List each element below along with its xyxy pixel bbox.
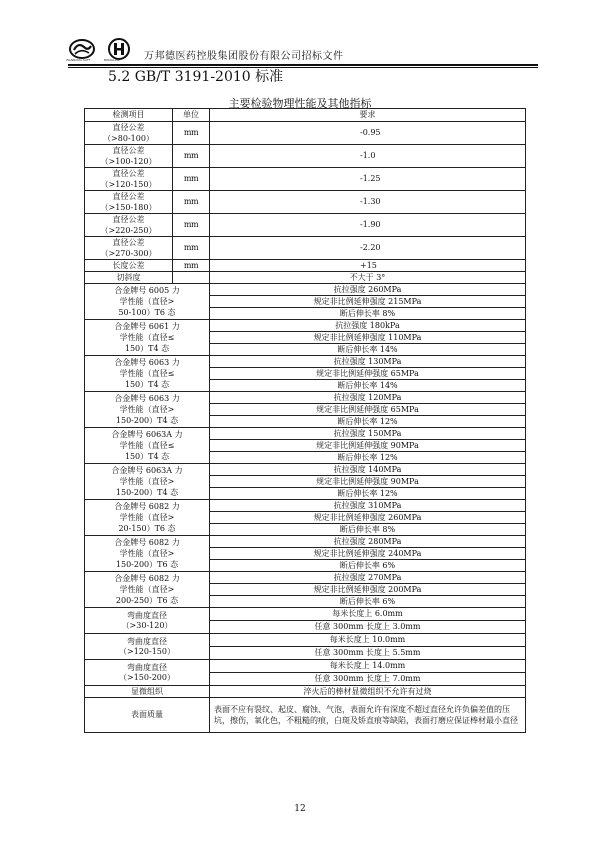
table-row — [85, 214, 526, 237]
alloy-requirement-cell: 抗拉强度 140MPa — [210, 464, 526, 476]
table-row — [85, 260, 526, 272]
alloy-name-line: 200-250）T6 态 — [115, 596, 179, 605]
alloy-name-cell — [85, 356, 210, 392]
alloy-name-cell — [85, 464, 210, 500]
unit-cell: mm — [173, 260, 210, 272]
page-header — [68, 36, 538, 64]
alloy-name-cell — [85, 500, 210, 536]
alloy-name-line: 合金牌号 6082 力 — [114, 502, 180, 511]
requirement-cell: 淬火后的棒材显微组织不允许有过烧 — [210, 686, 526, 698]
requirement-cell: -1.25 — [210, 168, 526, 191]
alloy-requirement-cell: 规定非比例延伸强度 90MPa — [210, 440, 526, 452]
bend-name-line: （>30-120） — [121, 620, 173, 630]
diameter-item-cell — [85, 145, 173, 168]
unit-cell: mm — [173, 168, 210, 191]
table-row — [85, 536, 526, 548]
alloy-name-cell — [85, 320, 210, 356]
alloy-name-line: 150-200）T4 态 — [115, 416, 179, 425]
logo1-caption: WANBANG SOFT — [66, 58, 91, 62]
unit-cell: mm — [173, 122, 210, 145]
table-row — [85, 660, 526, 673]
alloy-requirement-cell: 抗拉强度 260MPa — [210, 284, 526, 296]
diameter-range-label: （>80-100） — [103, 134, 154, 143]
requirement-cell: 表面不应有裂纹、起皮、腐蚀、气泡，表面允许有深度不超过直径允许负偏差值的压坑，擦伤，氧化色，不粗糙的痕，白斑及矫直痕等缺陷，表面打磨应保证棒材最小直径 — [210, 698, 526, 733]
alloy-name-line: 合金牌号 6061 力 — [114, 322, 180, 331]
bend-name-line: （>150-200） — [119, 672, 175, 682]
requirement-cell: -2.20 — [210, 237, 526, 260]
spec-table — [84, 108, 526, 733]
table-title: 主要检验物理性能及其他指标 — [228, 97, 372, 110]
diameter-item-cell — [85, 214, 173, 237]
bend-requirement-cell: 每米长度上 10.0mm — [210, 634, 526, 647]
surface-item-cell: 表面质量 — [85, 698, 210, 733]
alloy-name-line: 学性能（直径> — [119, 549, 175, 558]
alloy-requirement-cell: 断后伸长率 12% — [210, 488, 526, 500]
header-requirement: 要求 — [210, 109, 526, 122]
table-row — [85, 608, 526, 621]
alloy-requirement-cell: 断后伸长率 6% — [210, 596, 526, 608]
alloy-name-line: 学性能（直径> — [119, 513, 175, 522]
bend-name-line: （>120-150） — [119, 646, 175, 656]
diameter-item-cell — [85, 237, 173, 260]
table-row — [85, 634, 526, 647]
alloy-name-line: 学性能（直径> — [119, 477, 175, 486]
alloy-requirement-cell: 抗拉强度 310MPa — [210, 500, 526, 512]
table-row — [85, 122, 526, 145]
alloy-requirement-cell: 规定非比例延伸强度 200MPa — [210, 584, 526, 596]
bend-requirement-cell: 每米长度上 14.0mm — [210, 660, 526, 673]
alloy-name-line: 合金牌号 6063 力 — [114, 394, 180, 403]
diameter-item-label: 直径公差 — [112, 146, 145, 155]
unit-cell: mm — [173, 191, 210, 214]
section-title: 5.2 GB/T 3191-2010 标准 — [108, 69, 284, 85]
bend-requirement-cell: 任意 300mm 长度上 5.5mm — [210, 647, 526, 660]
alloy-name-line: 学性能（直径> — [119, 585, 175, 594]
table-row — [85, 698, 526, 733]
diameter-item-label: 直径公差 — [112, 238, 145, 247]
table-row — [85, 686, 526, 698]
bend-name-line: 弯曲度直径 — [127, 662, 167, 672]
requirement-cell: +15 — [210, 260, 526, 272]
alloy-requirement-cell: 规定非比例延伸强度 260MPa — [210, 512, 526, 524]
alloy-name-cell — [85, 428, 210, 464]
alloy-name-line: 学性能（直径≤ — [119, 369, 175, 378]
table-row — [85, 464, 526, 476]
requirement-cell: -1.30 — [210, 191, 526, 214]
alloy-requirement-cell: 断后伸长率 6% — [210, 560, 526, 572]
alloy-requirement-cell: 抗拉强度 150MPa — [210, 428, 526, 440]
diameter-item-label: 直径公差 — [112, 192, 145, 201]
alloy-name-line: 150）T4 态 — [124, 452, 170, 461]
bend-name-line: 弯曲度直径 — [127, 610, 167, 620]
header-item: 检测项目 — [85, 109, 173, 122]
diameter-range-label: （>220-250） — [100, 226, 157, 235]
table-row — [85, 191, 526, 214]
alloy-name-line: 150-200）T4 态 — [115, 488, 179, 497]
alloy-name-line: 150-200）T6 态 — [115, 560, 179, 569]
page-number: 12 — [294, 804, 306, 814]
diameter-item-cell — [85, 168, 173, 191]
alloy-name-line: 合金牌号 6063A 力 — [111, 466, 183, 475]
alloy-name-cell — [85, 536, 210, 572]
alloy-name-line: 学性能（直径≤ — [119, 333, 175, 342]
alloy-requirement-cell: 规定非比例延伸强度 65MPa — [210, 368, 526, 380]
bend-name-cell — [85, 608, 210, 634]
alloy-requirement-cell: 规定非比例延伸强度 240MPa — [210, 548, 526, 560]
alloy-requirement-cell: 规定非比例延伸强度 215MPa — [210, 296, 526, 308]
table-row — [85, 237, 526, 260]
alloy-requirement-cell: 断后伸长率 8% — [210, 524, 526, 536]
bend-requirement-cell: 任意 300mm 长度上 3.0mm — [210, 621, 526, 634]
diameter-item-label: 直径公差 — [112, 215, 145, 224]
table-row — [85, 572, 526, 584]
company-header-text: 万邦德医药控股集团股份有限公司招标文件 — [144, 51, 344, 62]
alloy-name-cell — [85, 392, 210, 428]
table-row — [85, 272, 526, 284]
bevel-item-cell: 切斜度 — [85, 272, 173, 284]
table-row — [85, 284, 526, 296]
alloy-name-line: 学性能（直径≤ — [119, 441, 175, 450]
bend-name-cell — [85, 660, 210, 686]
alloy-requirement-cell: 规定非比例延伸强度 90MPa — [210, 476, 526, 488]
alloy-name-line: 合金牌号 6005 力 — [114, 286, 180, 295]
requirement-cell: -1.90 — [210, 214, 526, 237]
length-item-cell: 长度公差 — [85, 260, 173, 272]
alloy-requirement-cell: 断后伸长率 12% — [210, 452, 526, 464]
table-row — [85, 356, 526, 368]
header-unit: 单位 — [173, 109, 210, 122]
requirement-cell: -0.95 — [210, 122, 526, 145]
table-row — [85, 320, 526, 332]
diameter-item-label: 直径公差 — [112, 123, 145, 132]
requirement-cell: 不大于 3° — [210, 272, 526, 284]
alloy-requirement-cell: 断后伸长率 12% — [210, 416, 526, 428]
table-row — [85, 392, 526, 404]
alloy-name-line: 合金牌号 6082 力 — [114, 538, 180, 547]
alloy-requirement-cell: 规定非比例延伸强度 110MPa — [210, 332, 526, 344]
alloy-requirement-cell: 断后伸长率 8% — [210, 308, 526, 320]
diameter-range-label: （>270-300） — [100, 249, 157, 258]
alloy-requirement-cell: 断后伸长率 14% — [210, 344, 526, 356]
alloy-requirement-cell: 抗拉强度 130MPa — [210, 356, 526, 368]
alloy-name-cell — [85, 284, 210, 320]
logo2-caption: BONGLINK — [104, 58, 120, 62]
bend-requirement-cell: 任意 300mm 长度上 7.0mm — [210, 673, 526, 686]
alloy-name-line: 合金牌号 6082 力 — [114, 574, 180, 583]
table-row — [85, 145, 526, 168]
alloy-name-line: 合金牌号 6063 力 — [114, 358, 180, 367]
diameter-range-label: （>100-120） — [100, 157, 157, 166]
diameter-item-cell — [85, 122, 173, 145]
bend-name-line: 弯曲度直径 — [127, 636, 167, 646]
alloy-name-line: 20-150）T6 态 — [118, 524, 176, 533]
diameter-item-cell — [85, 191, 173, 214]
unit-cell: mm — [173, 145, 210, 168]
diameter-item-label: 直径公差 — [112, 169, 145, 178]
alloy-requirement-cell: 抗拉强度 270MPa — [210, 572, 526, 584]
alloy-name-line: 50-100）T6 态 — [118, 308, 176, 317]
table-row — [85, 428, 526, 440]
alloy-name-line: 学性能（直径> — [119, 297, 175, 306]
table-row — [85, 168, 526, 191]
unit-cell: mm — [173, 237, 210, 260]
alloy-requirement-cell: 抗拉强度 180kPa — [210, 320, 526, 332]
table-header-row — [85, 109, 526, 122]
table-row — [85, 500, 526, 512]
diameter-range-label: （>120-150） — [100, 180, 157, 189]
bend-name-cell — [85, 634, 210, 660]
alloy-requirement-cell: 抗拉强度 280MPa — [210, 536, 526, 548]
alloy-requirement-cell: 断后伸长率 14% — [210, 380, 526, 392]
requirement-cell: -1.0 — [210, 145, 526, 168]
alloy-name-line: 合金牌号 6063A 力 — [111, 430, 183, 439]
bend-requirement-cell: 每米长度上 6.0mm — [210, 608, 526, 621]
diameter-range-label: （>150-180） — [100, 203, 157, 212]
alloy-requirement-cell: 规定非比例延伸强度 65MPa — [210, 404, 526, 416]
alloy-name-line: 学性能（直径> — [119, 405, 175, 414]
alloy-name-line: 150）T4 态 — [124, 380, 170, 389]
alloy-name-cell — [85, 572, 210, 608]
unit-cell — [173, 272, 210, 284]
alloy-name-line: 150）T4 态 — [124, 344, 170, 353]
unit-cell: mm — [173, 214, 210, 237]
micro-item-cell: 显微组织 — [85, 686, 210, 698]
alloy-requirement-cell: 抗拉强度 120MPa — [210, 392, 526, 404]
